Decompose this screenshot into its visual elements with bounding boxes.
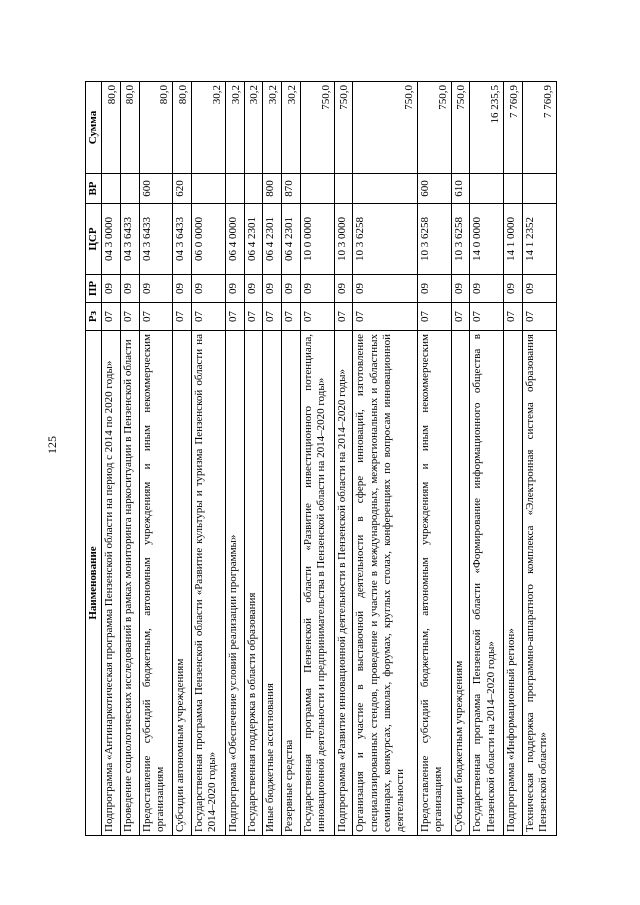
cell-name: Государственная программа Пензенской области «Развитие культуры и туризма Пензенской области на 2014–2020 годы» [192,331,226,836]
cell-name: Подпрограмма «Развитие инновационной деятельности в Пензенской области на 2014–2020 годы» [334,331,353,836]
cell-sum: 30,2 [226,82,245,174]
cell-pr: 09 [451,275,470,303]
cell-sum: 7 760,9 [522,82,556,174]
cell-pr: 09 [226,275,245,303]
cell-rz: 07 [470,303,504,331]
cell-vr [522,174,556,204]
cell-sum: 16 235,5 [470,82,504,174]
cell-csr: 10 3 0000 [334,204,353,275]
cell-csr: 06 4 2301 [282,204,301,275]
cell-rz: 07 [417,303,451,331]
table-row [451,82,470,836]
cell-name: Государственная программа Пензенской области «Развитие инвестиционного потенциала, инновационной деятельности и предпринимательства в Пензенской области на 2014–2020 годы» [300,331,334,836]
cell-rz: 07 [522,303,556,331]
cell-vr [353,174,417,204]
cell-sum: 7 760,9 [504,82,523,174]
cell-name: Предоставление субсидий бюджетным, автономным учреждениям и иным некоммерческим организациям [139,331,173,836]
cell-vr: 600 [139,174,173,204]
budget-table-container [85,82,557,836]
cell-vr [192,174,226,204]
table-row [282,82,301,836]
cell-pr: 09 [120,275,139,303]
cell-name: Техническая поддержка программно-аппаратного комплекса «Электронная система образования Пензенской области» [522,331,556,836]
cell-vr: 610 [451,174,470,204]
cell-vr [300,174,334,204]
header-sum: Сумма [86,82,102,174]
cell-name: Государственная программа Пензенской области «Формирование информационного общества в Пензенской области на 2014–2020 годы» [470,331,504,836]
cell-rz: 07 [353,303,417,331]
table-row [334,82,353,836]
cell-vr: 800 [263,174,282,204]
table-row [192,82,226,836]
cell-rz: 07 [173,303,192,331]
cell-vr: 620 [173,174,192,204]
cell-pr: 09 [417,275,451,303]
cell-pr: 09 [173,275,192,303]
cell-rz: 07 [120,303,139,331]
table-row [522,82,556,836]
cell-csr: 06 0 0000 [192,204,226,275]
cell-rz: 07 [282,303,301,331]
cell-sum: 750,0 [300,82,334,174]
cell-pr: 09 [102,275,121,303]
cell-rz: 07 [226,303,245,331]
cell-pr: 09 [334,275,353,303]
cell-csr: 10 3 6258 [417,204,451,275]
cell-name: Субсидии автономным учреждениям [173,331,192,836]
cell-name: Государственная поддержка в области образования [244,331,263,836]
cell-sum: 750,0 [451,82,470,174]
cell-pr: 09 [263,275,282,303]
page-number: 125 [45,436,59,454]
cell-csr: 14 1 2352 [522,204,556,275]
cell-pr: 09 [470,275,504,303]
table-row [263,82,282,836]
cell-rz: 07 [334,303,353,331]
cell-vr [504,174,523,204]
table-row [353,82,417,836]
cell-csr: 10 3 6258 [451,204,470,275]
cell-name: Проведение социологических исследований в рамках мониторинга наркоситуации в Пензенской области [120,331,139,836]
cell-name: Субсидии бюджетным учреждениям [451,331,470,836]
cell-vr [226,174,245,204]
cell-name: Иные бюджетные ассигнования [263,331,282,836]
cell-csr: 04 3 0000 [102,204,121,275]
cell-pr: 09 [522,275,556,303]
cell-vr [470,174,504,204]
cell-csr: 04 3 6433 [139,204,173,275]
cell-pr: 09 [192,275,226,303]
cell-csr: 06 4 2301 [263,204,282,275]
cell-sum: 30,2 [263,82,282,174]
cell-name: Предоставление субсидий бюджетным, автономным учреждениям и иным некоммерческим организациям [417,331,451,836]
cell-sum: 750,0 [353,82,417,174]
cell-csr: 14 1 0000 [504,204,523,275]
cell-vr [120,174,139,204]
cell-name: Организация и участие в выставочной деятельности в сфере инноваций, изготовление специализированных стендов, проведение и участие в международных, межрегиональных и областных семинарах, конкурсах, школах, форумах, круглых столах, конференциях по вопросам инновационной деятельности [353,331,417,836]
table-row [504,82,523,836]
cell-sum: 30,2 [192,82,226,174]
cell-csr: 06 4 2301 [244,204,263,275]
header-rz: Рз [86,303,102,331]
cell-csr: 10 3 6258 [353,204,417,275]
table-row [226,82,245,836]
cell-pr: 09 [244,275,263,303]
cell-pr: 09 [353,275,417,303]
cell-rz: 07 [139,303,173,331]
table-row [417,82,451,836]
cell-sum: 30,2 [282,82,301,174]
cell-sum: 80,0 [120,82,139,174]
table-row [470,82,504,836]
cell-rz: 07 [192,303,226,331]
table-body [102,82,557,836]
header-pr: ПР [86,275,102,303]
cell-name: Подпрограмма «Обеспечение условий реализации программы» [226,331,245,836]
table-row [102,82,121,836]
cell-csr: 10 0 0000 [300,204,334,275]
cell-csr: 04 3 6433 [173,204,192,275]
cell-rz: 07 [504,303,523,331]
cell-vr: 870 [282,174,301,204]
cell-sum: 750,0 [417,82,451,174]
cell-vr [334,174,353,204]
header-vr: ВР [86,174,102,204]
cell-sum: 80,0 [139,82,173,174]
cell-rz: 07 [451,303,470,331]
cell-csr: 06 4 0000 [226,204,245,275]
cell-vr [244,174,263,204]
table-header-row [86,82,102,836]
table-row [139,82,173,836]
cell-pr: 09 [300,275,334,303]
cell-csr: 04 3 6433 [120,204,139,275]
table-row [120,82,139,836]
cell-name: Подпрограмма «Антинаркотическая программа Пензенской области на период с 2014 по 2020 годы» [102,331,121,836]
header-name: Наименование [86,331,102,836]
cell-csr: 14 0 0000 [470,204,504,275]
cell-rz: 07 [263,303,282,331]
cell-rz: 07 [102,303,121,331]
cell-sum: 80,0 [173,82,192,174]
table-row [173,82,192,836]
cell-sum: 80,0 [102,82,121,174]
cell-pr: 09 [139,275,173,303]
budget-table [85,81,557,836]
cell-pr: 09 [282,275,301,303]
cell-sum: 750,0 [334,82,353,174]
cell-rz: 07 [244,303,263,331]
cell-rz: 07 [300,303,334,331]
cell-name: Подпрограмма «Информационный регион» [504,331,523,836]
table-row [244,82,263,836]
header-csr: ЦСР [86,204,102,275]
cell-sum: 30,2 [244,82,263,174]
cell-vr: 600 [417,174,451,204]
cell-name: Резервные средства [282,331,301,836]
table-row [300,82,334,836]
cell-vr [102,174,121,204]
cell-pr: 09 [504,275,523,303]
